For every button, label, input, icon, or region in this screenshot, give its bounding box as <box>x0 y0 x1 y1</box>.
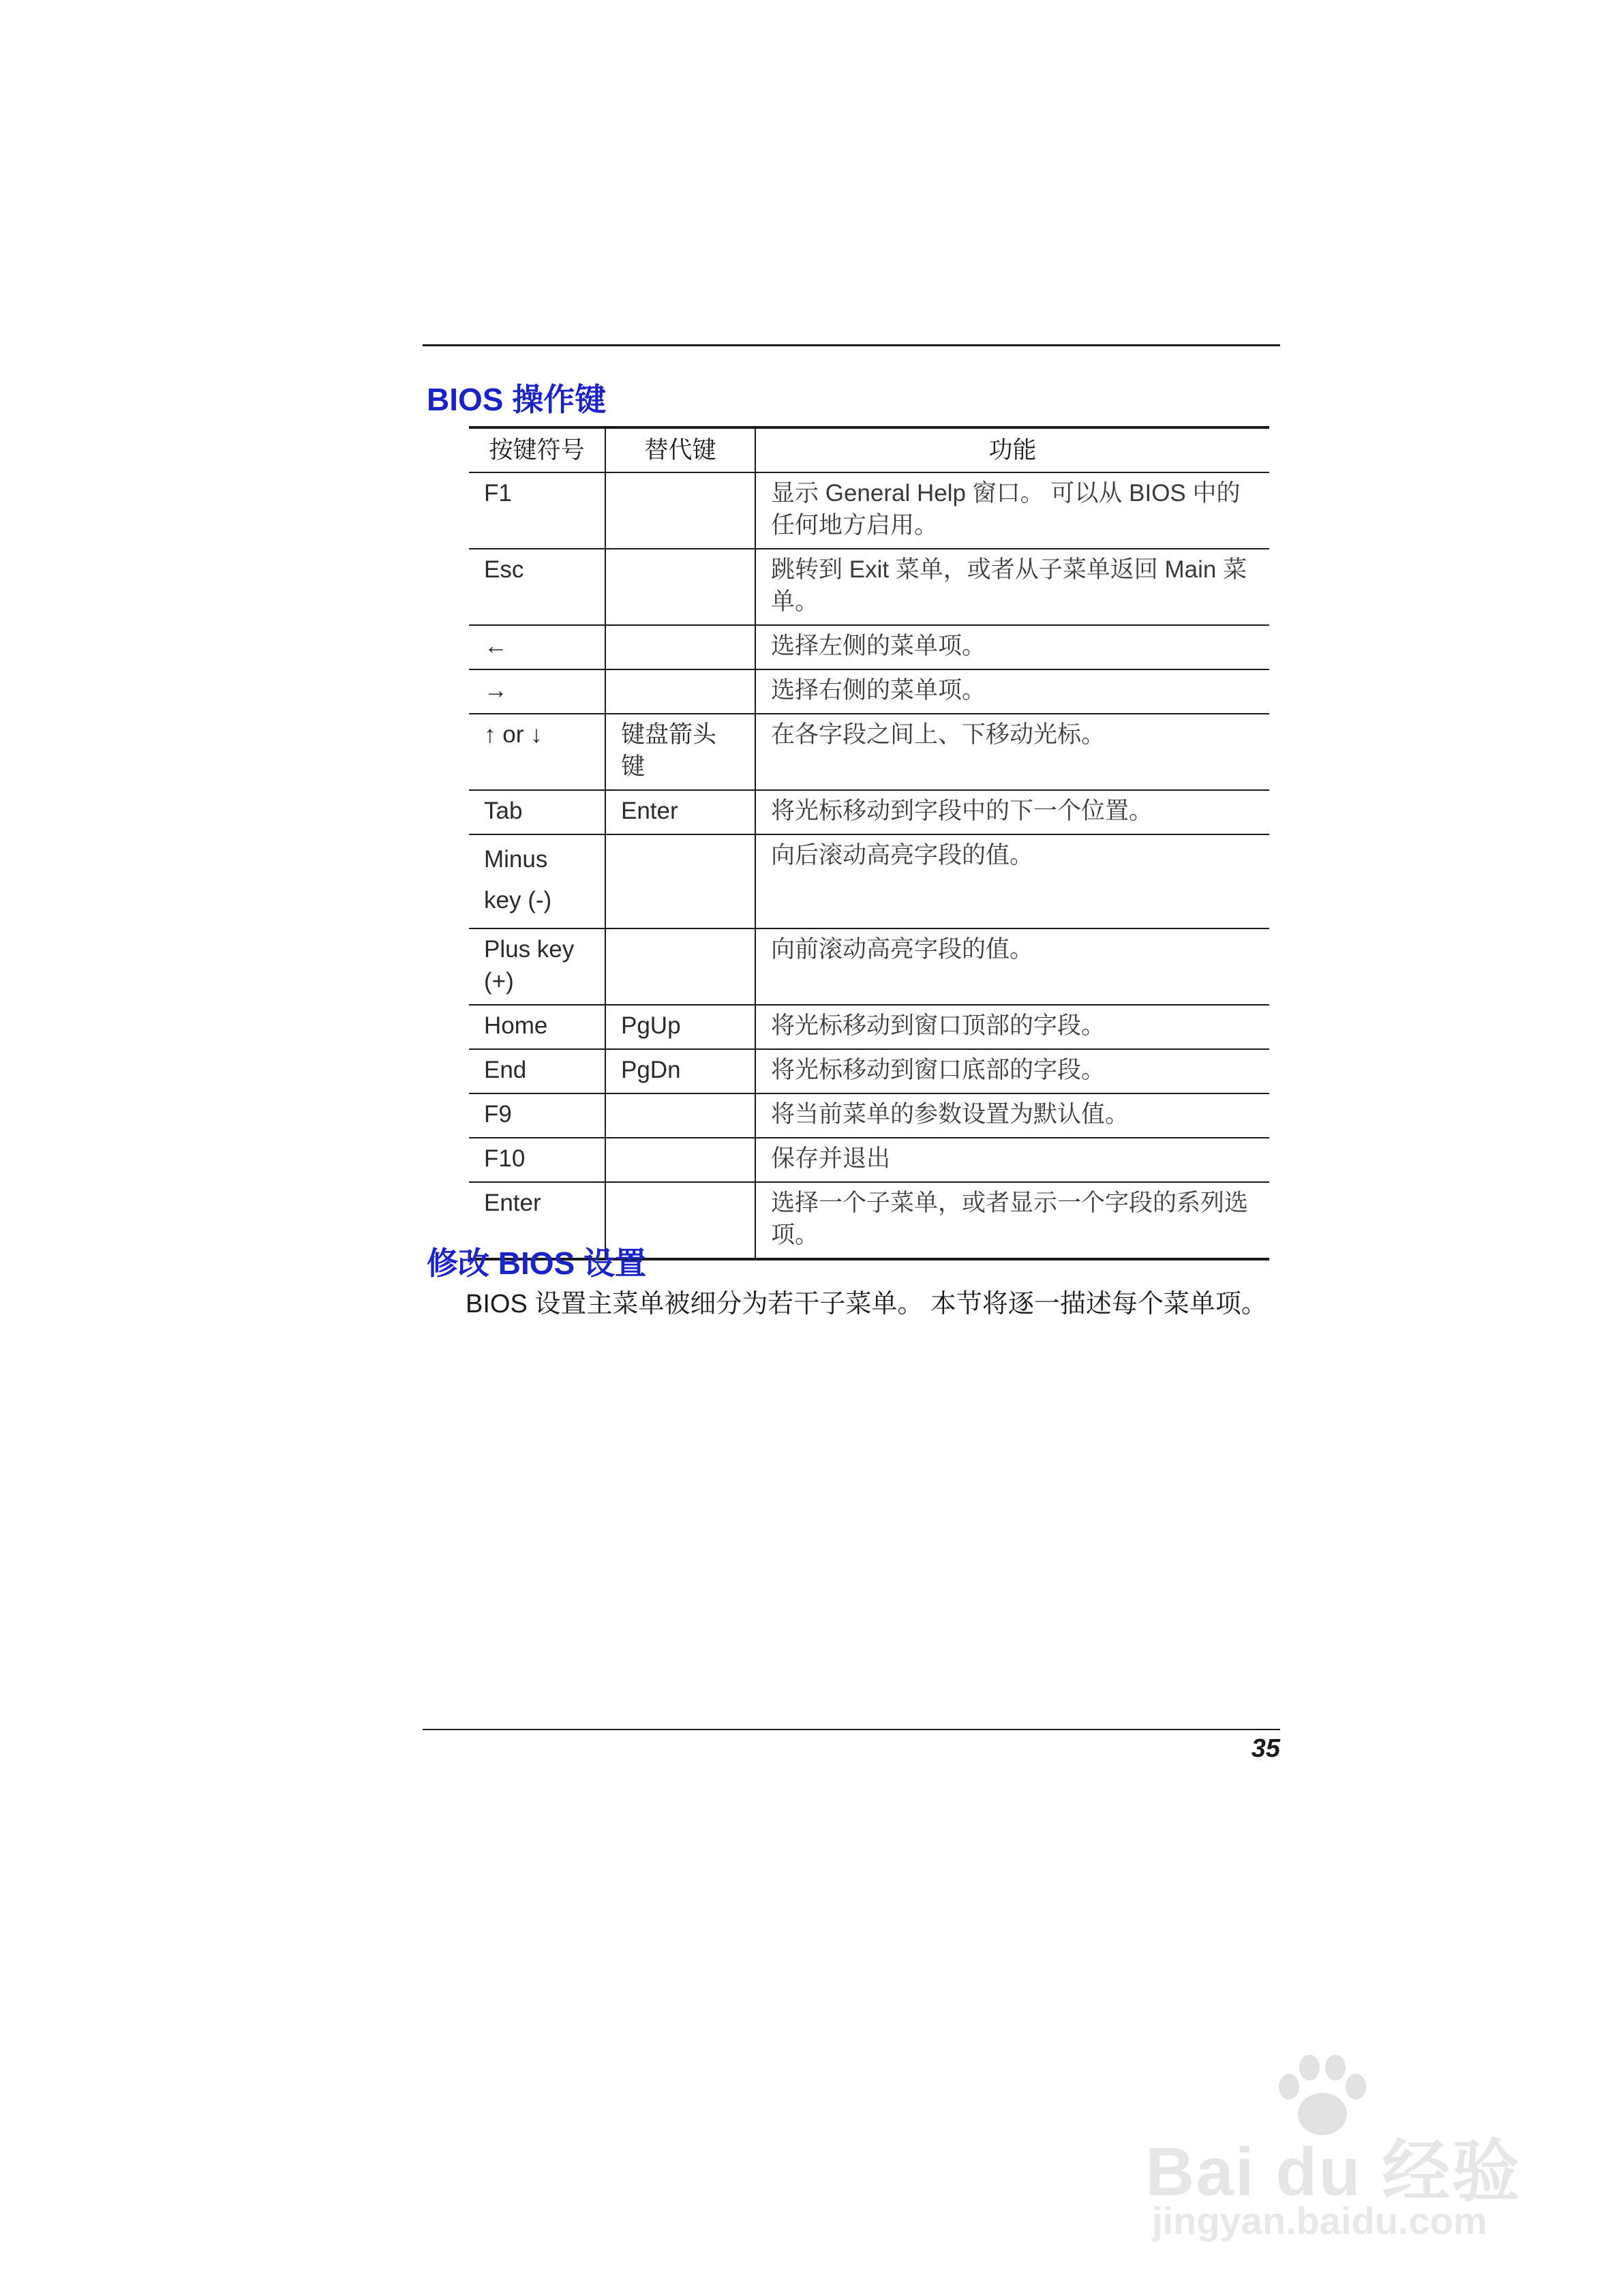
table-row <box>469 1138 1269 1182</box>
function-cell: 显示 General Help 窗口。 可以从 BIOS 中的任何地方启用。 <box>755 472 1269 549</box>
bios-keys-table <box>469 426 1269 1260</box>
table-row <box>469 1005 1269 1049</box>
function-cell: 将光标移动到窗口顶部的字段。 <box>755 1005 1269 1049</box>
table-row <box>469 472 1269 549</box>
function-cell: 将光标移动到窗口底部的字段。 <box>755 1049 1269 1093</box>
alt-cell <box>605 1093 755 1138</box>
key-cell: Plus key (+) <box>469 928 605 1005</box>
top-rule <box>423 344 1280 346</box>
function-cell: 在各字段之间上、下移动光标。 <box>755 714 1269 790</box>
alt-cell <box>605 928 755 1005</box>
table-row <box>469 549 1269 625</box>
table-row <box>469 669 1269 714</box>
alt-cell <box>605 549 755 625</box>
function-cell: 选择左侧的菜单项。 <box>755 625 1269 669</box>
key-cell: Home <box>469 1005 605 1049</box>
function-cell: 选择右侧的菜单项。 <box>755 669 1269 714</box>
alt-cell <box>605 625 755 669</box>
function-cell: 保存并退出 <box>755 1138 1269 1182</box>
header-key: 按键符号 <box>469 427 605 472</box>
key-cell: Enter <box>469 1182 605 1259</box>
key-cell: Tab <box>469 790 605 834</box>
header-function: 功能 <box>755 427 1269 472</box>
function-cell: 向后滚动高亮字段的值。 <box>755 834 1269 928</box>
watermark-brand: Bai du 经验 <box>1145 2134 1521 2210</box>
table-row <box>469 1049 1269 1093</box>
function-cell: 跳转到 Exit 菜单，或者从子菜单返回 Main 菜单。 <box>755 549 1269 625</box>
key-cell: ← <box>469 625 605 669</box>
key-cell: End <box>469 1049 605 1093</box>
section-body: BIOS 设置主菜单被细分为若干子菜单。 本节将逐一描述每个菜单项。 <box>466 1290 1267 1318</box>
key-cell: Minus key (-) <box>469 834 605 928</box>
table-row <box>469 790 1269 834</box>
alt-cell: PgDn <box>605 1049 755 1093</box>
alt-cell <box>605 669 755 714</box>
section-title-modify-bios: 修改 BIOS 设置 <box>427 1245 647 1281</box>
watermark-url: jingyan.baidu.com <box>1152 2199 1487 2242</box>
alt-cell <box>605 472 755 549</box>
function-cell: 将光标移动到字段中的下一个位置。 <box>755 790 1269 834</box>
function-cell: 向前滚动高亮字段的值。 <box>755 928 1269 1005</box>
table-header-row <box>469 427 1269 472</box>
key-cell: → <box>469 669 605 714</box>
alt-cell: 键盘箭头键 <box>605 714 755 790</box>
function-cell: 将当前菜单的参数设置为默认值。 <box>755 1093 1269 1138</box>
key-cell: F10 <box>469 1138 605 1182</box>
key-cell: F1 <box>469 472 605 549</box>
table-row <box>469 834 1269 928</box>
table-row <box>469 1093 1269 1138</box>
bottom-rule <box>423 1729 1280 1730</box>
key-cell: F9 <box>469 1093 605 1138</box>
alt-cell <box>605 1138 755 1182</box>
alt-cell: PgUp <box>605 1005 755 1049</box>
header-alt: 替代键 <box>605 427 755 472</box>
baidu-watermark <box>1145 2052 1527 2250</box>
table-row <box>469 714 1269 790</box>
alt-cell: Enter <box>605 790 755 834</box>
page-number: 35 <box>1251 1734 1280 1763</box>
table-row <box>469 928 1269 1005</box>
key-cell: Esc <box>469 549 605 625</box>
function-cell: 选择一个子菜单，或者显示一个字段的系列选项。 <box>755 1182 1269 1259</box>
table-row <box>469 625 1269 669</box>
alt-cell <box>605 834 755 928</box>
key-cell: ↑ or ↓ <box>469 714 605 790</box>
section-title-bios-keys: BIOS 操作键 <box>427 382 607 417</box>
